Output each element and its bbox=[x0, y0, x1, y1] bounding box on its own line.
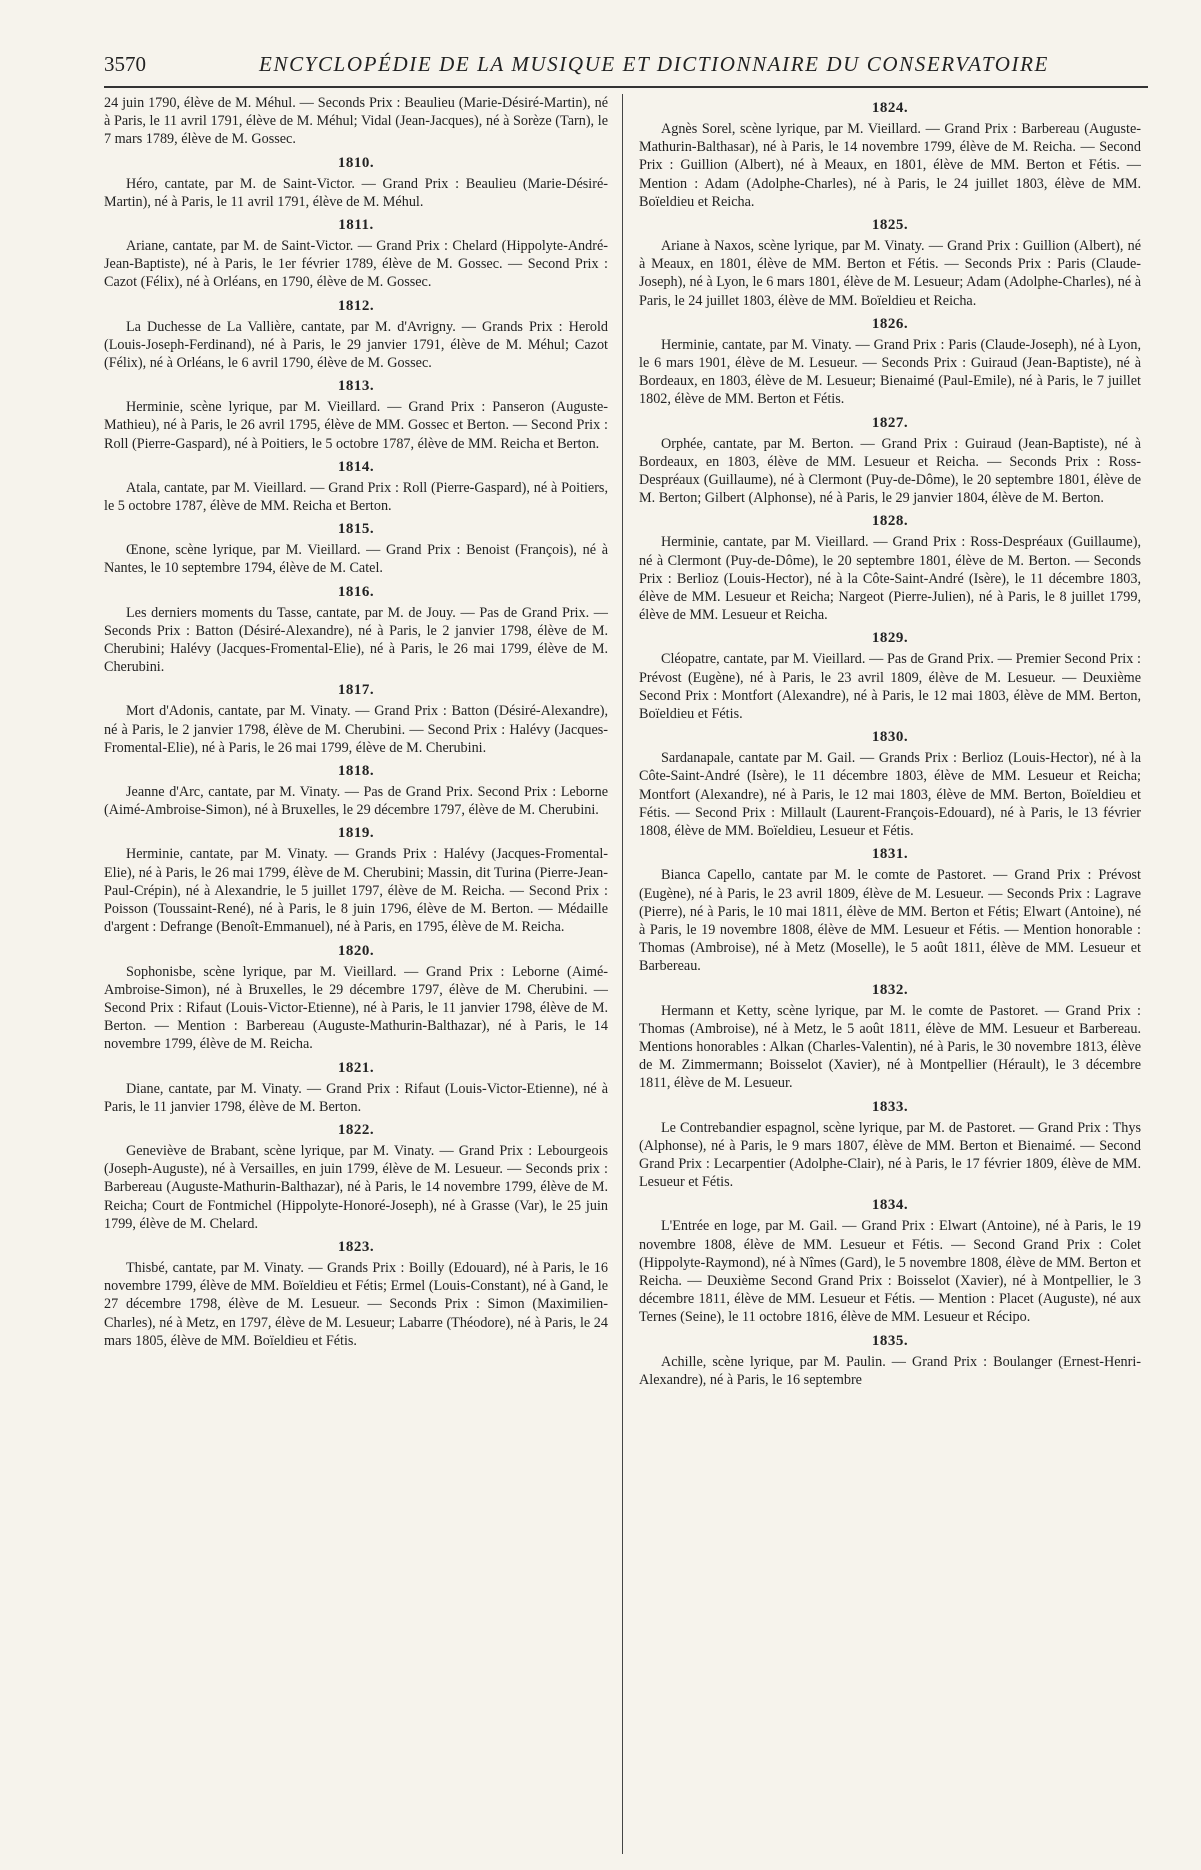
year-heading: 1816. bbox=[337, 583, 375, 600]
entry-text: Héro, cantate, par M. de Saint-Victor. — Grand Prix : Beaulieu (Marie-Désiré-Martin), né à Paris, le 11 avril 1791, élève de M. Méhul. bbox=[104, 175, 608, 210]
year-heading: 1829. bbox=[871, 630, 909, 647]
prize-entry bbox=[639, 629, 1141, 723]
entry-text: Les derniers moments du Tasse, cantate, par M. de Jouy. — Pas de Grand Prix. — Seconds Prix : Batton (Désiré-Alexandre), né à Paris, le 2 janvier 1798, élève de M. Cherubini; Halévy (Jacques-Fromental-Elie), né à Paris, le 26 mai 1799, élève de M. Cherubini. bbox=[104, 604, 608, 676]
year-heading: 1822. bbox=[337, 1121, 375, 1138]
prize-entry bbox=[104, 583, 608, 677]
year-heading: 1833. bbox=[871, 1098, 909, 1115]
entry-text: Le Contrebandier espagnol, scène lyrique, par M. de Pastoret. — Grand Prix : Thys (Alphonse), né à Paris, le 9 mars 1807, élève de MM. Berton et Bienaimé. — Second Grand Prix : Lecarpentier (Adolphe-Clair), né à Paris, le 17 février 1809, élève de MM. Lesueur et Fétis. bbox=[639, 1119, 1141, 1191]
year-heading: 1823. bbox=[337, 1238, 375, 1255]
prize-entry bbox=[104, 458, 608, 515]
page-number: 3570 bbox=[104, 52, 146, 76]
entry-text: Agnès Sorel, scène lyrique, par M. Vieillard. — Grand Prix : Barbereau (Auguste-Mathurin-Balthasar), né à Paris, le 14 novembre 1799, élève de M. Reicha. — Second Prix : Guillion (Albert), né à Meaux, en 1801, élève de MM. Berton et Fétis. — Mention : Adam (Adolphe-Charles), né à Paris, le 24 juillet 1803, élève de MM. Boïeldieu et Reicha. bbox=[639, 121, 1141, 210]
year-heading: 1811. bbox=[338, 217, 374, 234]
left-column bbox=[104, 94, 616, 1854]
entry-text: Herminie, cantate, par M. Vieillard. — Grand Prix : Ross-Despréaux (Guillaume), né à Clermont (Puy-de-Dôme), le 20 septembre 1801, élève de M. Berton. — Seconds Prix : Berlioz (Louis-Hector), né à la Côte-Saint-André (Isère), le 11 décembre 1803, élève de MM. Lesueur et Reicha; Nargeot (Pierre-Julien), né à Paris, le 8 juillet 1799, élève de MM. Lesueur et Reicha. bbox=[639, 534, 1141, 624]
entry-text: Herminie, scène lyrique, par M. Vieillard. — Grand Prix : Panseron (Auguste-Mathieu), né à Paris, le 26 avril 1795, élève de MM. Gossec et Berton. — Second Prix : Roll (Pierre-Gaspard), né à Poitiers, le 5 octobre 1787, élève de MM. Reicha et Berton. bbox=[104, 399, 608, 452]
prize-entry bbox=[104, 1238, 608, 1350]
year-heading: 1817. bbox=[337, 682, 375, 699]
entry-text: Herminie, cantate, par M. Vinaty. — Grands Prix : Halévy (Jacques-Fromental-Elie), né à Paris, le 26 mai 1799, élève de M. Cherubini; Massin, dit Turina (Pierre-Jean-Paul-Crépin), né à Alexandrie, le 5 juillet 1797, élève de M. Reicha. — Second Prix : Poisson (Toussaint-René), né à Paris, le 8 juin 1796, élève de M. Berton. — Médaille d'argent : Defrange (Benoît-Emmanuel), né à Paris, en 1795, élève de M. Reicha. bbox=[104, 846, 608, 936]
entry-text: Mort d'Adonis, cantate, par M. Vinaty. — Grand Prix : Batton (Désiré-Alexandre), né à Paris, le 2 janvier 1798, élève de M. Cherubini. — Second Prix : Halévy (Jacques-Fromental-Elie), né à Paris, le 26 mai 1799, élève de M. Cherubini. bbox=[104, 703, 608, 756]
year-heading: 1815. bbox=[337, 521, 375, 538]
prize-entry bbox=[104, 942, 608, 1054]
year-heading: 1824. bbox=[871, 100, 909, 116]
entry-text: Cléopatre, cantate, par M. Vieillard. — Pas de Grand Prix. — Premier Second Prix : Prévost (Eugène), né à Paris, le 23 avril 1809, élève de M. Lesueur. — Deuxième Second Prix : Montfort (Alexandre), né à Paris, le 12 mai 1803, élève de MM. Berton, Boïeldieu et Fétis. bbox=[639, 651, 1141, 723]
entry-text: 24 juin 1790, élève de M. Méhul. — Seconds Prix : Beaulieu (Marie-Désiré-Martin), né à Paris, le 11 avril 1791, élève de M. Méhul; Vidal (Jean-Jacques), né à Sorèze (Tarn), le 7 mars 1789, élève de M. Gossec. bbox=[104, 95, 608, 148]
entry-text: Atala, cantate, par M. Vieillard. — Grand Prix : Roll (Pierre-Gaspard), né à Poitiers, le 5 octobre 1787, élève de MM. Reicha et Berton. bbox=[104, 479, 608, 515]
prize-entry bbox=[639, 981, 1141, 1093]
prize-entry bbox=[104, 297, 608, 373]
prize-entry bbox=[104, 520, 608, 577]
entry-text: Ariane à Naxos, scène lyrique, par M. Vinaty. — Grand Prix : Guillion (Albert), né à Meaux, en 1801, élève de MM. Berton et Fétis. — Seconds Prix : Paris (Claude-Joseph), né à Lyon, le 6 mars 1801, élève de M. Lesueur; Adam (Adolphe-Charles), né à Paris, le 24 juillet 1803, élève de MM. Boïeldieu et Reicha. bbox=[639, 238, 1141, 309]
text-columns bbox=[104, 94, 1148, 1854]
entry-text: L'Entrée en loge, par M. Gail. — Grand Prix : Elwart (Antoine), né à Paris, le 19 novembre 1808, élève de MM. Lesueur et Fétis. — Second Grand Prix : Colet (Hippolyte-Raymond), né à Nîmes (Gard), le 5 novembre 1808, élève de MM. Berton et Reicha. — Deuxième Second Grand Prix : Boisselot (Xavier), né à Montpellier, le 3 décembre 1811, élève de MM. Lesueur et Fétis. — Mention : Placet (Auguste), né aux Ternes (Seine), le 11 octobre 1816, élève de MM. Lesueur et Récipo. bbox=[639, 1218, 1141, 1326]
entry-text: La Duchesse de La Vallière, cantate, par M. d'Avrigny. — Grands Prix : Herold (Louis-Joseph-Ferdinand), né à Paris, le 29 janvier 1791, élève de M. Méhul; Cazot (Félix), né à Orléans, le 6 avril 1790, élève de M. Gossec. bbox=[104, 318, 608, 372]
entry-text: Sophonisbe, scène lyrique, par M. Vieillard. — Grand Prix : Leborne (Aimé-Ambroise-Simon), né à Bruxelles, le 29 décembre 1797, élève de M. Cherubini. — Second Prix : Rifaut (Louis-Victor-Etienne), né à Paris, le 11 janvier 1798, élève de M. Berton. — Mention : Barbereau (Auguste-Mathurin-Balthazar), né à Paris, le 14 novembre 1799, élève de M. Reicha. bbox=[104, 963, 608, 1053]
entry-text: Herminie, cantate, par M. Vinaty. — Grand Prix : Paris (Claude-Joseph), né à Lyon, le 6 mars 1901, élève de M. Lesueur. — Seconds Prix : Guiraud (Jean-Baptiste), né à Bordeaux, en 1803, élève de M. Lesueur; Bienaimé (Paul-Emile), né à Paris, le 7 juillet 1802, élève de MM. Berton et Fétis. bbox=[639, 336, 1141, 408]
running-title: ENCYCLOPÉDIE DE LA MUSIQUE ET DICTIONNAIRE DU CONSERVATOIRE bbox=[259, 52, 1049, 76]
year-heading: 1834. bbox=[871, 1197, 909, 1214]
prize-entry bbox=[104, 154, 608, 211]
year-heading: 1827. bbox=[871, 414, 909, 431]
prize-entry bbox=[104, 762, 608, 819]
prize-entry bbox=[104, 94, 608, 149]
entry-text: Bianca Capello, cantate par M. le comte de Pastoret. — Grand Prix : Prévost (Eugène), né à Paris, le 23 avril 1809, élève de M. Lesueur. — Seconds Prix : Lagrave (Pierre), né à Paris, le 10 mai 1811, élève de MM. Berton et Fétis; Elwart (Antoine), né à Paris, le 19 novembre 1808, élève de MM. Lesueur et Fétis. — Mention honorable : Thomas (Ambroise), né à Metz (Moselle), le 5 août 1811, élève de MM. Lesueur et Barbereau. bbox=[639, 867, 1141, 975]
entry-text: Achille, scène lyrique, par M. Paulin. — Grand Prix : Boulanger (Ernest-Henri-Alexandre), né à Paris, le 16 septembre bbox=[639, 1353, 1141, 1388]
prize-entry bbox=[639, 728, 1141, 840]
prize-entry bbox=[104, 1121, 608, 1233]
prize-entry bbox=[104, 216, 608, 292]
year-heading: 1821. bbox=[337, 1059, 375, 1076]
entry-text: Sardanapale, cantate par M. Gail. — Grands Prix : Berlioz (Louis-Hector), né à la Côte-Saint-André (Isère), le 11 décembre 1803, élève de MM. Lesueur et Reicha; Montfort (Alexandre), né à Paris, le 12 mai 1803, élève de MM. Berton, Boïeldieu et Fétis. — Second Prix : Millault (Laurent-François-Edouard), né à Paris, le 13 février 1808, élève de MM. Boïeldieu, Lesueur et Fétis. bbox=[639, 750, 1141, 840]
year-heading: 1835. bbox=[871, 1332, 909, 1349]
prize-entry bbox=[104, 681, 608, 757]
prize-entry bbox=[639, 845, 1141, 975]
year-heading: 1825. bbox=[871, 217, 909, 234]
year-heading: 1826. bbox=[871, 315, 909, 332]
prize-entry bbox=[639, 1332, 1141, 1389]
prize-entry bbox=[639, 1196, 1141, 1326]
year-heading: 1812. bbox=[337, 297, 375, 314]
prize-entry bbox=[639, 216, 1141, 310]
prize-entry bbox=[639, 315, 1141, 409]
right-column bbox=[629, 94, 1141, 1854]
prize-entry bbox=[104, 824, 608, 936]
year-heading: 1832. bbox=[871, 981, 909, 998]
column-divider bbox=[622, 94, 623, 1854]
entry-text: Œnone, scène lyrique, par M. Vieillard. — Grand Prix : Benoist (François), né à Nantes, le 10 septembre 1794, élève de M. Catel. bbox=[104, 542, 608, 577]
year-heading: 1828. bbox=[871, 513, 909, 530]
year-heading: 1810. bbox=[337, 154, 375, 171]
page-header bbox=[104, 52, 1144, 86]
prize-entry bbox=[639, 1098, 1141, 1192]
year-heading: 1814. bbox=[337, 458, 375, 475]
entry-text: Hermann et Ketty, scène lyrique, par M. le comte de Pastoret. — Grand Prix : Thomas (Ambroise), né à Metz, le 5 août 1811, élève de MM. Lesueur et Barbereau. Mentions honorables : Alkan (Charles-Valentin), né à Paris, le 30 novembre 1813, élève de M. Zimmermann; Boisselot (Xavier), né à Montpellier (Hérault), le 3 décembre 1811, élève de M. Lesueur. bbox=[639, 1002, 1141, 1092]
year-heading: 1819. bbox=[337, 825, 375, 842]
prize-entry bbox=[639, 512, 1141, 624]
year-heading: 1813. bbox=[337, 378, 375, 395]
year-heading: 1818. bbox=[337, 763, 375, 780]
prize-entry bbox=[104, 1059, 608, 1116]
entry-text: Diane, cantate, par M. Vinaty. — Grand Prix : Rifaut (Louis-Victor-Etienne), né à Paris, le 11 janvier 1798, élève de M. Berton. bbox=[104, 1080, 608, 1115]
entry-text: Thisbé, cantate, par M. Vinaty. — Grands Prix : Boilly (Edouard), né à Paris, le 16 novembre 1799, élève de MM. Boïeldieu et Fétis; Ermel (Louis-Constant), né à Gand, le 27 décembre 1798, élève de M. Lesueur. — Seconds Prix : Simon (Maximilien-Charles), né à Metz, en 1797, élève de M. Lesueur; Labarre (Théodore), né à Paris, le 24 mars 1805, élève de MM. Boïeldieu et Fétis. bbox=[104, 1259, 608, 1349]
entry-text: Geneviève de Brabant, scène lyrique, par M. Vinaty. — Grand Prix : Lebourgeois (Joseph-Auguste), né à Versailles, en juin 1799, élève de M. Lesueur. — Seconds prix : Barbereau (Auguste-Mathurin-Balthazar), né à Paris, le 14 novembre 1799, élève de M. Reicha; Court de Fontmichel (Hippolyte-Honoré-Joseph), né à Grasse (Var), le 25 juin 1799, élève de M. Chelard. bbox=[104, 1142, 608, 1232]
year-heading: 1830. bbox=[871, 729, 909, 746]
prize-entry bbox=[639, 99, 1141, 211]
prize-entry bbox=[104, 377, 608, 453]
entry-text: Jeanne d'Arc, cantate, par M. Vinaty. — Pas de Grand Prix. Second Prix : Leborne (Aimé-Ambroise-Simon), né à Bruxelles, le 29 décembre 1797, élève de M. Cherubini. bbox=[104, 784, 608, 819]
entry-text: Orphée, cantate, par M. Berton. — Grand Prix : Guiraud (Jean-Baptiste), né à Bordeaux, en 1803, élève de MM. Lesueur et Reicha. — Seconds Prix : Ross-Despréaux (Guillaume), né à Clermont (Puy-de-Dôme), le 20 septembre 1801, élève de M. Berton; Gilbert (Alphonse), né à Paris, le 29 janvier 1804, élève de M. Berton. bbox=[639, 435, 1141, 507]
year-heading: 1831. bbox=[871, 846, 909, 863]
header-rule bbox=[104, 86, 1148, 88]
entry-text: Ariane, cantate, par M. de Saint-Victor. — Grand Prix : Chelard (Hippolyte-André-Jean-Baptiste), né à Paris, le 1er février 1789, élève de M. Gossec. — Second Prix : Cazot (Félix), né à Orléans, en 1790, élève de M. Gossec. bbox=[104, 238, 608, 291]
prize-entry bbox=[639, 414, 1141, 508]
year-heading: 1820. bbox=[337, 942, 375, 959]
